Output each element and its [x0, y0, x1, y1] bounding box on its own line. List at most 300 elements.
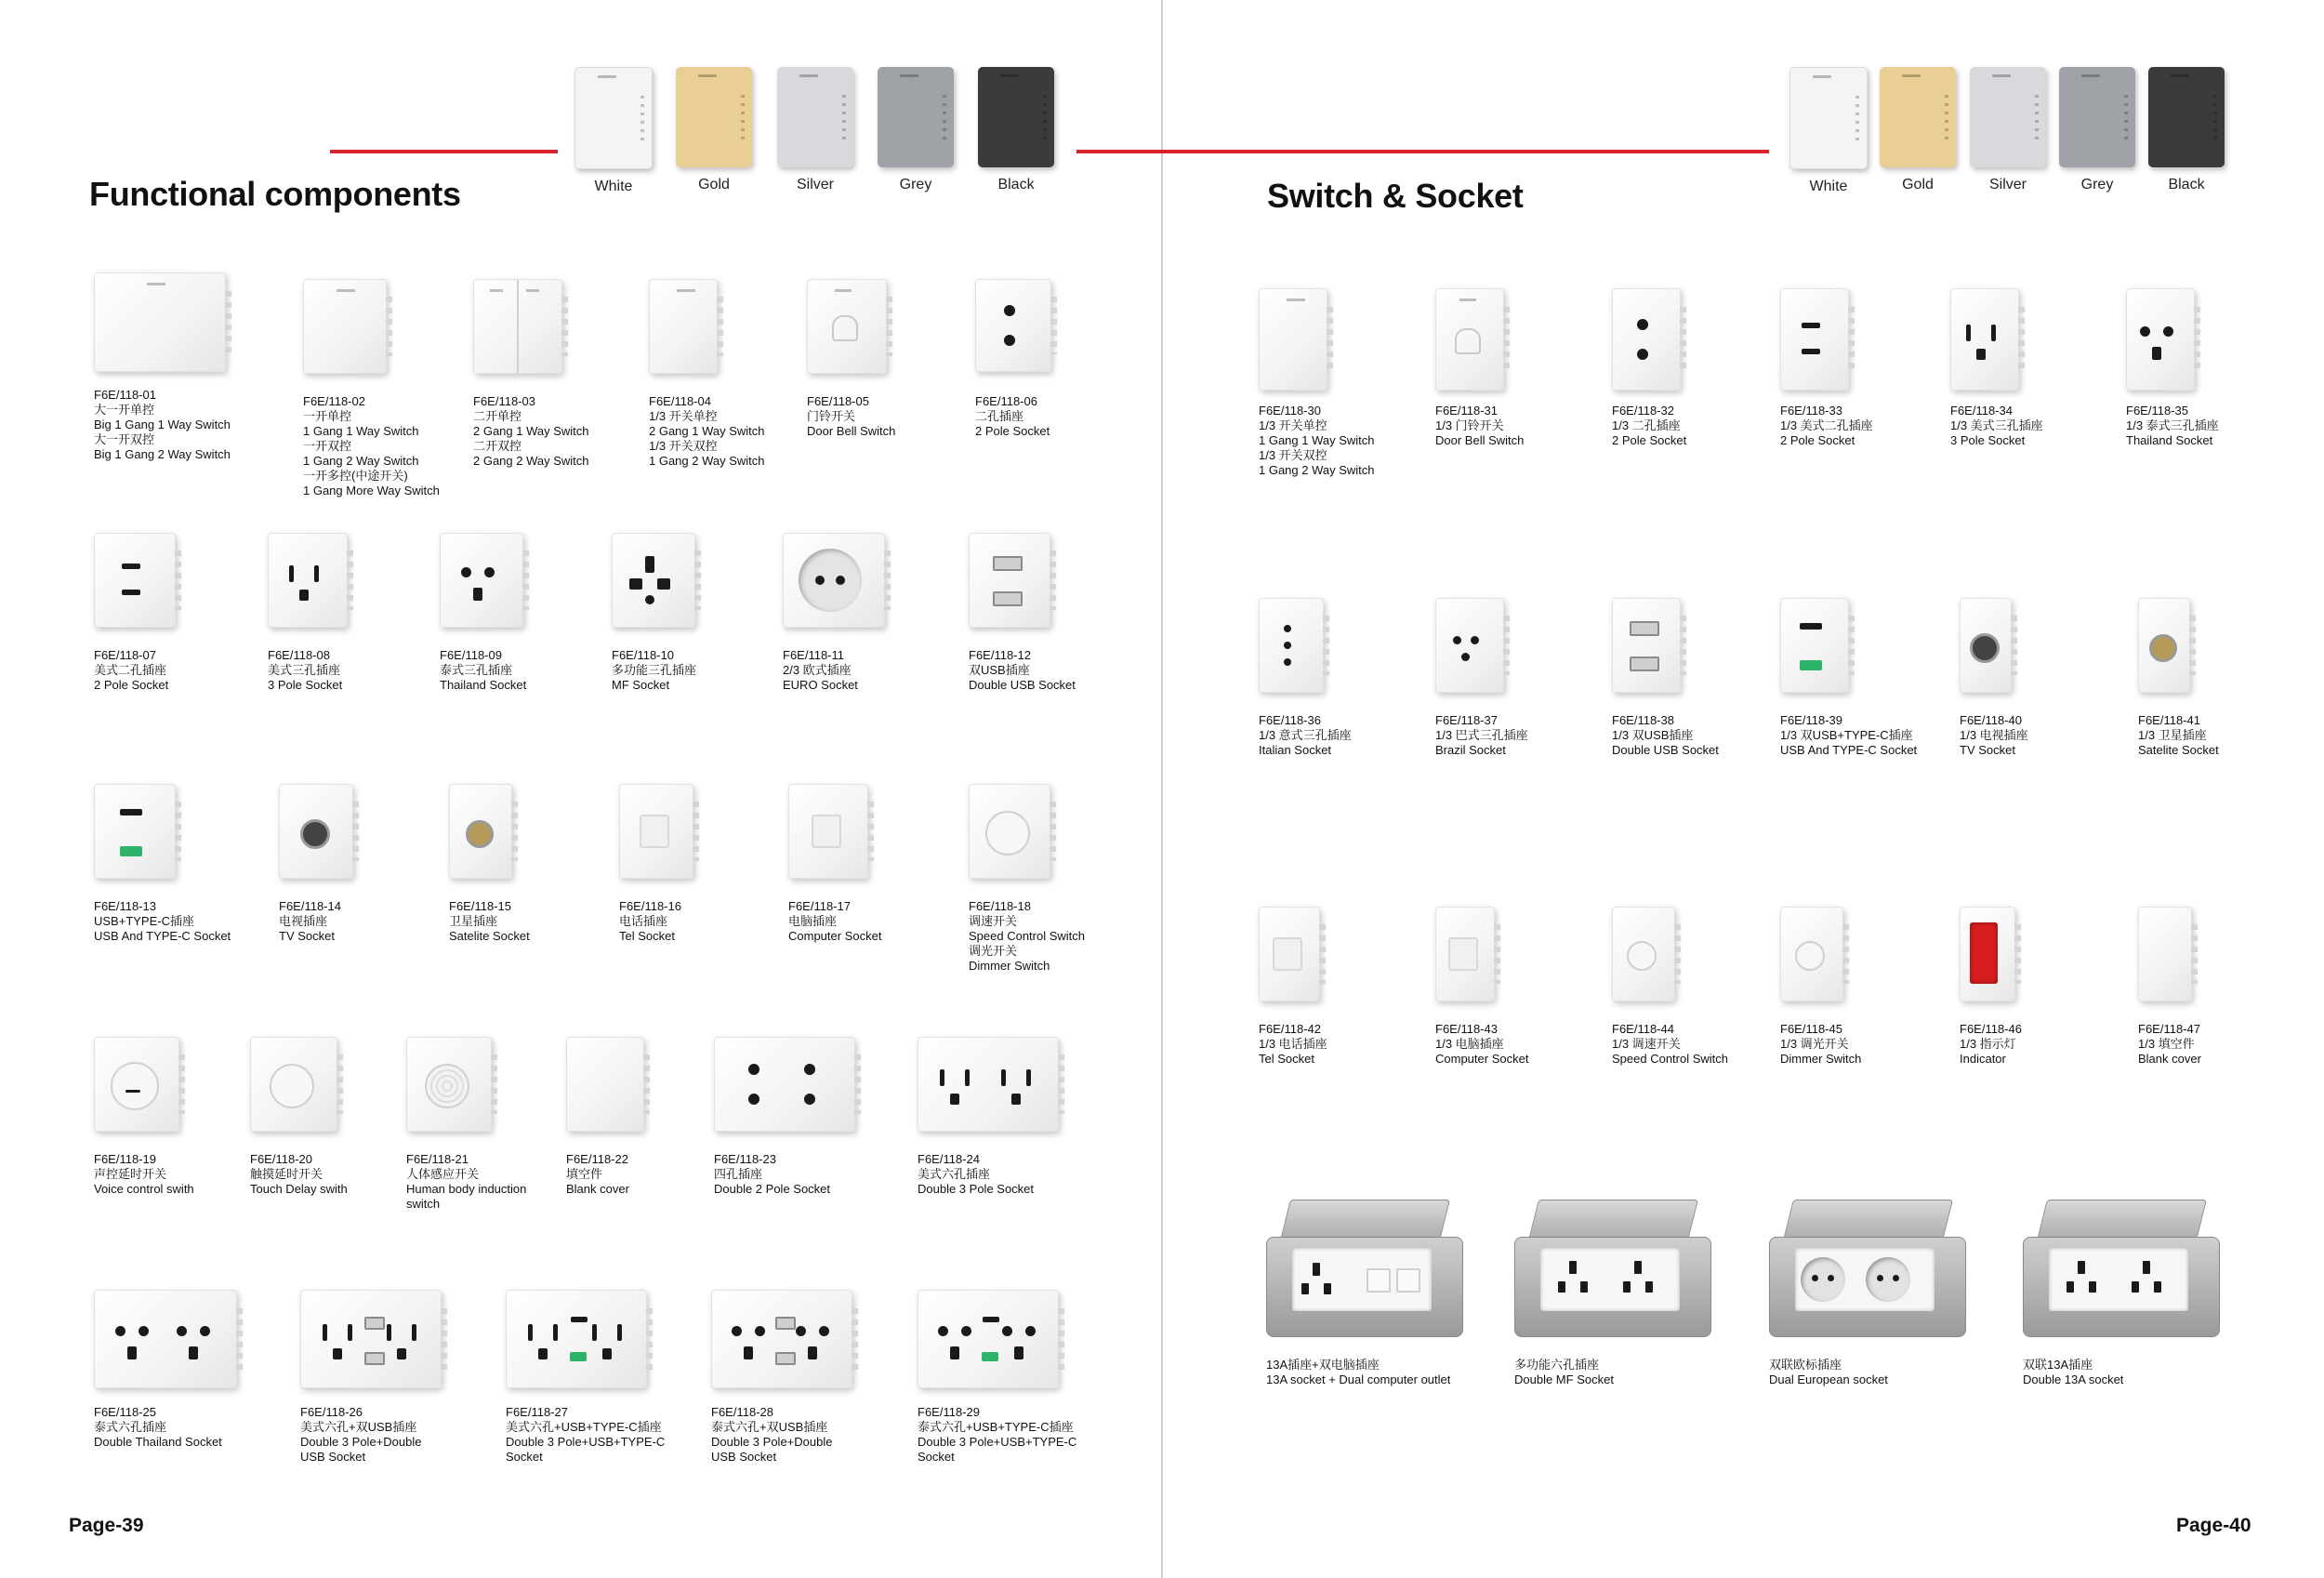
product-label: 1/3 二孔插座	[1612, 418, 1681, 432]
module-fins	[1319, 924, 1326, 984]
product-image	[440, 533, 526, 635]
type-c-port	[120, 809, 142, 816]
dimmer-knob	[1795, 941, 1825, 971]
product-item	[268, 533, 348, 693]
module-fins	[694, 550, 701, 610]
product-code: F6E/118-10	[612, 648, 674, 662]
product-label: 二孔插座	[975, 409, 1024, 423]
product-item	[506, 1290, 665, 1465]
product-code: F6E/118-32	[1612, 404, 1674, 418]
swatch-silver	[765, 67, 865, 193]
product-label: TV Socket	[1960, 743, 2015, 757]
pin-hole	[1025, 1326, 1036, 1336]
product-item	[1259, 907, 1327, 1067]
module-fins	[1503, 616, 1510, 675]
floor-box-item	[1514, 1200, 1711, 1387]
product-caption	[1435, 404, 1524, 448]
floor-box-insert	[1795, 1248, 1934, 1311]
rj-port	[812, 815, 841, 848]
pin-slot	[2132, 1281, 2139, 1293]
product-label: 多功能六孔插座	[1514, 1358, 1600, 1372]
module-body	[788, 784, 868, 879]
product-label: 1/3 指示灯	[1960, 1037, 2016, 1051]
module-fins	[1058, 1054, 1064, 1114]
module-fins	[2011, 616, 2017, 675]
module-fins	[225, 291, 231, 353]
module-body	[279, 784, 353, 879]
product-code: F6E/118-36	[1259, 713, 1321, 727]
pin-hole	[1828, 1275, 1834, 1281]
swatch-label: Gold	[1902, 177, 1934, 192]
module-body	[969, 533, 1050, 628]
pin-slot	[1802, 323, 1820, 328]
pin-hole	[1284, 642, 1291, 649]
module-fins	[236, 1308, 243, 1371]
product-label: Big 1 Gang 2 Way Switch	[94, 447, 231, 461]
product-label: 1 Gang More Way Switch	[303, 484, 440, 497]
module-fins	[2189, 616, 2196, 675]
product-image	[1259, 598, 1352, 700]
module-body	[918, 1037, 1059, 1132]
euro-recess	[1801, 1257, 1845, 1302]
module-fins	[1848, 616, 1855, 675]
module-body	[94, 784, 176, 879]
product-caption	[406, 1152, 526, 1212]
ground-hole	[333, 1348, 342, 1359]
usb-port	[775, 1352, 796, 1365]
product-label: USB+TYPE-C插座	[94, 914, 194, 928]
product-item	[1950, 288, 2043, 448]
product-item	[1612, 598, 1719, 758]
pin-slot	[122, 590, 140, 595]
module-fins	[884, 550, 891, 610]
swatch-plate	[574, 67, 653, 169]
module-fins	[561, 297, 568, 356]
product-image	[94, 533, 176, 635]
product-caption	[918, 1405, 1076, 1465]
ground-hole	[299, 590, 309, 601]
floor-box-item	[2023, 1200, 2220, 1387]
product-code: F6E/118-37	[1435, 713, 1498, 727]
rj-port	[1273, 937, 1302, 971]
pin-hole	[961, 1326, 971, 1336]
product-label: USB And TYPE-C Socket	[1780, 743, 1918, 757]
product-label: 1/3 开关双控	[1259, 448, 1327, 462]
pin-slot	[1558, 1281, 1565, 1293]
switch-indicator	[490, 289, 503, 292]
module-fins	[337, 1054, 343, 1114]
pin-slot	[1026, 1069, 1031, 1086]
module-body	[94, 533, 176, 628]
page-number: Page-40	[2176, 1515, 2251, 1536]
product-label: USB Socket	[711, 1450, 777, 1464]
module-fins	[2018, 307, 2025, 371]
swatch-label: Silver	[1988, 177, 2027, 192]
product-item	[303, 279, 440, 498]
product-label: Double 3 Pole+Double	[711, 1435, 833, 1449]
module-fins	[352, 802, 359, 861]
product-label: 电视插座	[279, 914, 328, 928]
product-label: 1/3 调速开关	[1612, 1037, 1681, 1051]
switch-indicator	[526, 289, 539, 292]
usb-port	[364, 1352, 385, 1365]
product-label: 1/3 巴式三孔插座	[1435, 728, 1528, 742]
product-label: Socket	[918, 1450, 955, 1464]
bell-icon	[1455, 328, 1481, 354]
product-image	[300, 1290, 442, 1392]
swatch-black	[2136, 67, 2237, 193]
module-body	[2138, 907, 2192, 1001]
pin-hole	[1284, 625, 1291, 632]
product-code: F6E/118-07	[94, 648, 156, 662]
swatch-label: Black	[2168, 177, 2205, 192]
product-label: 1/3 美式三孔插座	[1950, 418, 2043, 432]
product-item	[1612, 288, 1686, 448]
product-caption	[300, 1405, 442, 1465]
product-image	[714, 1037, 855, 1139]
product-caption	[1780, 713, 1917, 758]
product-caption	[268, 648, 348, 693]
module-fins	[522, 550, 529, 610]
module-body	[1612, 907, 1675, 1001]
product-item	[649, 279, 765, 469]
product-label: Big 1 Gang 1 Way Switch	[94, 418, 231, 431]
product-item	[714, 1037, 855, 1197]
pin-slot	[314, 565, 319, 582]
product-caption	[1612, 1022, 1728, 1067]
product-item	[300, 1290, 442, 1465]
product-label: 3 Pole Socket	[268, 678, 343, 692]
product-item	[440, 533, 526, 693]
pin-slot	[1645, 1281, 1653, 1293]
euro-recess	[799, 549, 862, 612]
switch-indicator	[147, 283, 165, 285]
voice-sensor	[111, 1062, 159, 1110]
pin-slot	[1623, 1281, 1631, 1293]
swatch-label: Grey	[899, 177, 932, 192]
product-label: Double 13A socket	[2023, 1372, 2124, 1386]
module-body	[449, 784, 512, 879]
pin-slot	[2067, 1281, 2074, 1293]
product-code: F6E/118-34	[1950, 404, 2013, 418]
product-caption	[94, 648, 176, 693]
product-item	[1612, 907, 1728, 1067]
product-item	[619, 784, 693, 944]
dimmer-knob	[985, 811, 1030, 855]
product-label: Indicator	[1960, 1052, 2006, 1066]
product-label: 1/3 双USB插座	[1612, 728, 1694, 742]
product-label: Thailand Socket	[2126, 433, 2213, 447]
module-fins	[2191, 924, 2198, 984]
product-image	[918, 1037, 1059, 1139]
module-fins	[441, 1308, 447, 1371]
module-body	[1950, 288, 2019, 391]
product-caption	[1435, 713, 1528, 758]
product-caption	[440, 648, 526, 693]
product-image	[1435, 907, 1528, 1009]
pin-slot	[323, 1324, 327, 1341]
rocker-split	[517, 280, 519, 373]
product-image	[969, 784, 1085, 886]
indicator-lamp	[1970, 922, 1998, 984]
product-image	[250, 1037, 348, 1139]
module-body	[94, 1290, 237, 1388]
pin-hole	[200, 1326, 210, 1336]
product-code: F6E/118-30	[1259, 404, 1321, 418]
product-caption	[1612, 404, 1686, 448]
usb-port	[993, 591, 1023, 606]
product-label: 双USB插座	[969, 663, 1030, 677]
product-image	[2138, 598, 2219, 700]
product-label: 1/3 开关双控	[649, 439, 718, 453]
ground-hole	[744, 1346, 753, 1359]
swatch-label: Silver	[796, 177, 834, 192]
product-label: EURO Socket	[783, 678, 858, 692]
product-image	[711, 1290, 852, 1392]
product-code: F6E/118-24	[918, 1152, 980, 1166]
product-code: F6E/118-20	[250, 1152, 312, 1166]
switch-indicator	[1287, 298, 1305, 301]
product-image	[783, 533, 885, 635]
product-image	[566, 1037, 644, 1139]
product-label: Double MF Socket	[1514, 1372, 1614, 1386]
product-label: Italian Socket	[1259, 743, 1332, 757]
product-label: 填空件	[566, 1167, 603, 1181]
product-item	[2126, 288, 2219, 448]
pin-hole	[819, 1326, 829, 1336]
usb-port	[1630, 621, 1659, 636]
module-body	[1435, 288, 1504, 391]
ground-hole	[473, 588, 482, 601]
swatch-plate	[978, 67, 1054, 167]
ground-hole	[950, 1094, 959, 1105]
swatch-plate	[777, 67, 853, 167]
module-fins	[491, 1054, 497, 1114]
product-image	[918, 1290, 1076, 1392]
product-image	[1960, 598, 2028, 700]
product-code: F6E/118-45	[1780, 1022, 1842, 1036]
rj45-port	[1367, 1268, 1391, 1293]
product-image	[94, 272, 231, 375]
product-label: Double USB Socket	[1612, 743, 1719, 757]
product-label: 2 Gang 1 Way Switch	[649, 424, 765, 438]
product-code: F6E/118-28	[711, 1405, 773, 1419]
module-fins	[2014, 924, 2021, 984]
module-fins	[1050, 297, 1057, 355]
ground-hole	[808, 1346, 817, 1359]
product-label: Satelite Socket	[2138, 743, 2219, 757]
module-fins	[347, 550, 353, 610]
product-item	[94, 1037, 194, 1197]
product-code: F6E/118-03	[473, 394, 535, 408]
product-image	[1950, 288, 2043, 391]
pin-hole	[748, 1094, 759, 1105]
pin-hole	[645, 595, 654, 604]
f-connector	[466, 820, 494, 848]
module-body	[1435, 907, 1495, 1001]
product-item	[1960, 598, 2028, 758]
pin-hole	[461, 567, 471, 577]
product-code: F6E/118-12	[969, 648, 1031, 662]
floor-box-item	[1769, 1200, 1966, 1387]
usb-port	[1630, 656, 1659, 671]
usb-port	[982, 1352, 998, 1361]
product-code: F6E/118-31	[1435, 404, 1498, 418]
product-label: 电话插座	[619, 914, 668, 928]
product-label: 泰式三孔插座	[440, 663, 513, 677]
pin-slot	[1324, 1283, 1331, 1294]
product-label: 声控延时开关	[94, 1167, 167, 1181]
product-label: TV Socket	[279, 929, 335, 943]
product-caption	[612, 648, 696, 693]
pin-slot	[1966, 325, 1971, 341]
module-fins	[2194, 307, 2200, 371]
product-image	[612, 533, 696, 635]
f-connector	[2149, 634, 2177, 662]
floor-box-image	[1266, 1200, 1463, 1339]
pin-hole	[1877, 1275, 1883, 1281]
product-caption	[649, 394, 765, 469]
product-caption	[1514, 1358, 1711, 1387]
swatch-plate	[878, 67, 954, 167]
product-item	[783, 533, 885, 693]
product-label: 1/3 电话插座	[1259, 1037, 1327, 1051]
right-page	[1163, 0, 2324, 1578]
product-label: Door Bell Switch	[1435, 433, 1525, 447]
product-caption	[788, 899, 881, 944]
ground-hole	[189, 1346, 198, 1359]
product-image	[649, 279, 765, 381]
product-label: 调光开关	[969, 944, 1018, 958]
product-label: 2 Pole Socket	[1612, 433, 1687, 447]
product-code: F6E/118-41	[2138, 713, 2200, 727]
module-fins	[1503, 307, 1510, 371]
module-fins	[886, 297, 892, 356]
pin-slot	[2089, 1281, 2096, 1293]
product-label: 2 Pole Socket	[1780, 433, 1855, 447]
product-label: Blank cover	[2138, 1052, 2201, 1066]
product-item	[1435, 907, 1528, 1067]
floor-box-insert	[1292, 1248, 1432, 1311]
module-body	[1259, 907, 1320, 1001]
ground-hole	[127, 1346, 137, 1359]
product-code: F6E/118-25	[94, 1405, 156, 1419]
product-label: Tel Socket	[1259, 1052, 1314, 1066]
product-image	[1259, 907, 1327, 1009]
swatch-plate	[1789, 67, 1868, 169]
product-code: F6E/118-23	[714, 1152, 776, 1166]
product-label: 门铃开关	[807, 409, 856, 423]
product-image	[303, 279, 440, 381]
product-item	[969, 784, 1085, 974]
product-caption	[711, 1405, 852, 1465]
module-fins	[1494, 924, 1500, 984]
product-label: 1/3 开关单控	[1259, 418, 1327, 432]
product-label: MF Socket	[612, 678, 670, 692]
product-caption	[969, 899, 1085, 974]
product-caption	[807, 394, 895, 439]
product-caption	[975, 394, 1051, 439]
product-item	[2138, 598, 2219, 758]
module-body	[1612, 288, 1681, 391]
pin-hole	[938, 1326, 948, 1336]
product-caption	[1259, 1022, 1327, 1067]
product-label: Door Bell Switch	[807, 424, 896, 438]
pin-slot	[553, 1324, 558, 1341]
pin-slot	[940, 1069, 944, 1086]
pin-hole	[1812, 1275, 1818, 1281]
product-caption	[303, 394, 440, 498]
swatch-plate	[2148, 67, 2225, 167]
product-image	[1780, 907, 1861, 1009]
product-item	[1780, 907, 1861, 1067]
product-code: F6E/118-29	[918, 1405, 980, 1419]
product-caption	[94, 1152, 194, 1197]
product-image	[1780, 288, 1873, 391]
product-caption	[1769, 1358, 1966, 1387]
type-c-port	[983, 1317, 999, 1322]
module-body	[1960, 907, 2015, 1001]
product-label: 1 Gang 1 Way Switch	[1259, 433, 1375, 447]
product-label: 1 Gang 2 Way Switch	[649, 454, 765, 468]
module-body	[1612, 598, 1681, 693]
product-label: 美式六孔插座	[918, 1167, 991, 1181]
product-code: F6E/118-27	[506, 1405, 568, 1419]
pin-slot	[629, 578, 642, 590]
swatch-plate	[1970, 67, 2046, 167]
module-fins	[1327, 307, 1333, 371]
product-item	[94, 1290, 237, 1450]
product-image	[449, 784, 530, 886]
product-label: 2 Pole Socket	[94, 678, 169, 692]
pin-slot	[2143, 1261, 2150, 1274]
product-item	[711, 1290, 852, 1465]
module-fins	[854, 1054, 861, 1114]
product-label: Speed Control Switch	[969, 929, 1086, 943]
usb-port	[775, 1317, 796, 1330]
pin-slot	[2154, 1281, 2161, 1293]
product-label: Double 3 Pole+Double	[300, 1435, 422, 1449]
pin-slot	[1634, 1261, 1642, 1274]
usb-port	[364, 1317, 385, 1330]
product-label: 1/3 泰式三孔插座	[2126, 418, 2219, 432]
module-fins	[178, 1054, 185, 1114]
module-body	[975, 279, 1051, 372]
pin-slot	[348, 1324, 352, 1341]
product-image	[473, 279, 589, 381]
product-label: 二开单控	[473, 409, 522, 423]
product-code: F6E/118-21	[406, 1152, 469, 1166]
product-label: 1 Gang 1 Way Switch	[303, 424, 419, 438]
swatch-label: Gold	[698, 177, 730, 192]
module-body	[918, 1290, 1059, 1388]
pin-hole	[796, 1326, 806, 1336]
floor-box-insert	[2049, 1248, 2188, 1311]
product-code: F6E/118-26	[300, 1405, 363, 1419]
pin-hole	[1002, 1326, 1012, 1336]
product-item	[94, 784, 231, 944]
product-item	[406, 1037, 526, 1212]
module-fins	[1842, 924, 1849, 984]
product-label: 一开双控	[303, 439, 352, 453]
module-body	[2138, 598, 2190, 693]
product-item	[1780, 598, 1917, 758]
product-item	[969, 533, 1076, 693]
usb-port	[120, 846, 142, 856]
product-label: 美式三孔插座	[268, 663, 341, 677]
product-label: 1/3 电视插座	[1960, 728, 2028, 742]
product-label: 泰式六孔+双USB插座	[711, 1420, 828, 1434]
